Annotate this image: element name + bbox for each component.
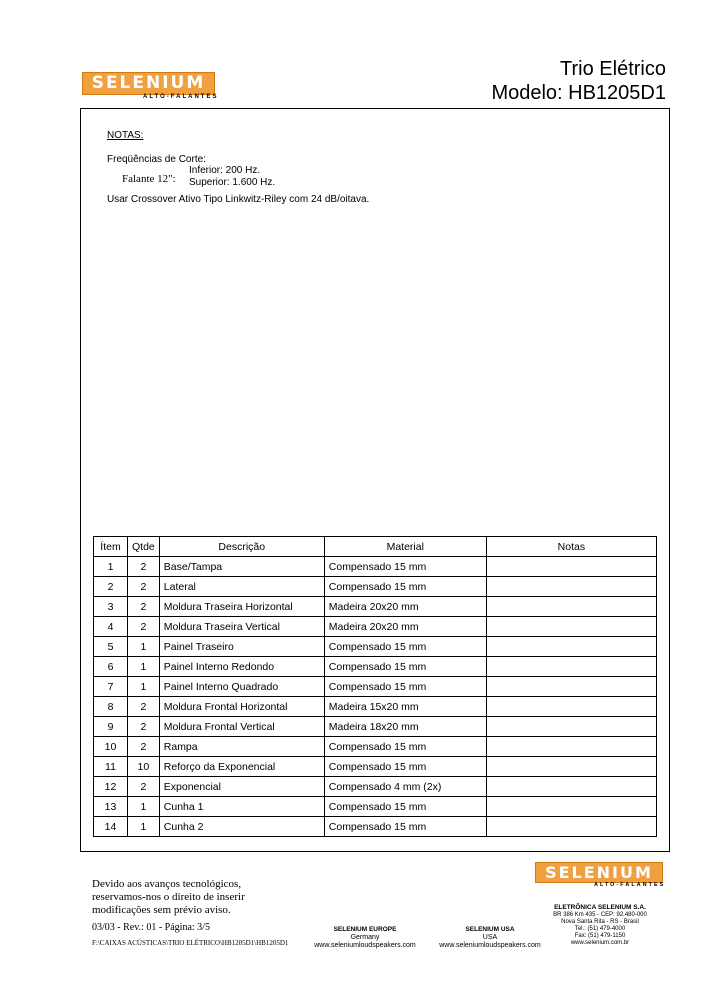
cutoff-superior: Superior: 1.600 Hz. [189, 177, 276, 188]
file-path: F:\CAIXAS ACÚSTICAS\TRIO ELÉTRICO\HB1205D1\HB1205D1 [92, 939, 289, 947]
notes-cell [486, 757, 656, 777]
table-row [94, 777, 657, 797]
notes-cell [486, 817, 656, 837]
frequency-label: Freqüências de Corte: [107, 154, 206, 165]
notes-heading: NOTAS: [107, 130, 144, 141]
notes-cell [486, 657, 656, 677]
table-row [94, 617, 657, 637]
company-address-1: BR 386 Km 435 - CEP: 92.480-000 [553, 912, 647, 918]
item-cell: 7 [94, 677, 128, 697]
description-cell: Cunha 2 [159, 817, 324, 837]
notes-cell [486, 577, 656, 597]
notes-cell [486, 697, 656, 717]
table-header-row [94, 537, 657, 557]
qty-cell: 2 [128, 597, 160, 617]
qty-cell: 2 [128, 577, 160, 597]
item-cell: 10 [94, 737, 128, 757]
cutoff-inferior: Inferior: 200 Hz. [189, 165, 261, 176]
table-row [94, 717, 657, 737]
notes-cell [486, 637, 656, 657]
logo-subtitle: ALTO-FALANTES [143, 94, 219, 100]
footer-logo-word: SELENIUM [545, 863, 653, 882]
col-item: Ítem [94, 537, 128, 557]
notes-cell [486, 617, 656, 637]
title-line-1: Trio Elétrico [560, 58, 666, 80]
disclaimer [92, 878, 245, 917]
item-cell: 14 [94, 817, 128, 837]
notes-cell [486, 597, 656, 617]
description-cell: Painel Traseiro [159, 637, 324, 657]
qty-cell: 2 [128, 737, 160, 757]
selenium-europe [295, 926, 435, 950]
col-description: Descrição [159, 537, 324, 557]
table-row [94, 637, 657, 657]
material-cell: Madeira 18x20 mm [324, 717, 486, 737]
qty-cell: 2 [128, 777, 160, 797]
description-cell: Base/Tampa [159, 557, 324, 577]
title-line-2: Modelo: HB1205D1 [491, 82, 666, 104]
table-row [94, 697, 657, 717]
item-cell: 12 [94, 777, 128, 797]
material-cell: Compensado 15 mm [324, 577, 486, 597]
europe-name: SELENIUM EUROPE [333, 926, 397, 933]
item-cell: 5 [94, 637, 128, 657]
description-cell: Rampa [159, 737, 324, 757]
item-cell: 8 [94, 697, 128, 717]
col-notes: Notas [486, 537, 656, 557]
description-cell: Moldura Traseira Horizontal [159, 597, 324, 617]
material-cell: Compensado 15 mm [324, 557, 486, 577]
description-cell: Cunha 1 [159, 797, 324, 817]
description-cell: Painel Interno Redondo [159, 657, 324, 677]
table-row [94, 737, 657, 757]
speaker-label: Falante 12": [122, 173, 176, 185]
material-cell: Compensado 15 mm [324, 657, 486, 677]
qty-cell: 2 [128, 617, 160, 637]
description-cell: Reforço da Exponencial [159, 757, 324, 777]
disclaimer-line-3: modificações sem prévio aviso. [92, 904, 231, 916]
revision-info: 03/03 - Rev.: 01 - Página: 3/5 [92, 922, 210, 933]
qty-cell: 10 [128, 757, 160, 777]
company-info [528, 904, 672, 947]
item-cell: 13 [94, 797, 128, 817]
material-cell: Compensado 15 mm [324, 677, 486, 697]
qty-cell: 1 [128, 657, 160, 677]
document-title [491, 57, 666, 105]
material-cell: Compensado 4 mm (2x) [324, 777, 486, 797]
item-cell: 9 [94, 717, 128, 737]
notes-cell [486, 737, 656, 757]
qty-cell: 2 [128, 557, 160, 577]
notes-cell [486, 777, 656, 797]
usa-site[interactable]: www.seleniumloudspeakers.com [439, 942, 541, 949]
notes-cell [486, 797, 656, 817]
description-cell: Moldura Frontal Horizontal [159, 697, 324, 717]
description-cell: Moldura Frontal Vertical [159, 717, 324, 737]
qty-cell: 1 [128, 817, 160, 837]
qty-cell: 1 [128, 677, 160, 697]
qty-cell: 2 [128, 717, 160, 737]
table-row [94, 657, 657, 677]
table-row [94, 677, 657, 697]
parts-table [93, 536, 657, 837]
europe-country: Germany [350, 934, 380, 941]
company-fax: Fax: (51) 479-1150 [574, 933, 626, 939]
material-cell: Compensado 15 mm [324, 817, 486, 837]
qty-cell: 2 [128, 697, 160, 717]
usa-country: USA [482, 934, 498, 941]
description-cell: Painel Interno Quadrado [159, 677, 324, 697]
material-cell: Madeira 15x20 mm [324, 697, 486, 717]
table-row [94, 597, 657, 617]
company-tel: Tel.: (51) 479-4000 [574, 926, 626, 932]
table-row [94, 797, 657, 817]
notes-section [107, 129, 369, 207]
logo-word: SELENIUM [91, 73, 206, 93]
description-cell: Exponencial [159, 777, 324, 797]
description-cell: Lateral [159, 577, 324, 597]
item-cell: 4 [94, 617, 128, 637]
company-name: ELETRÔNICA SELENIUM S.A. [554, 904, 646, 911]
material-cell: Madeira 20x20 mm [324, 617, 486, 637]
table-row [94, 757, 657, 777]
material-cell: Compensado 15 mm [324, 737, 486, 757]
usa-name: SELENIUM USA [465, 926, 515, 933]
notes-cell [486, 557, 656, 577]
qty-cell: 1 [128, 797, 160, 817]
table-row [94, 577, 657, 597]
material-cell: Compensado 15 mm [324, 797, 486, 817]
selenium-logo [82, 72, 215, 95]
material-cell: Compensado 15 mm [324, 637, 486, 657]
item-cell: 1 [94, 557, 128, 577]
company-site[interactable]: www.selenium.com.br [570, 940, 630, 946]
notes-cell [486, 717, 656, 737]
cutoff-values [189, 165, 275, 189]
item-cell: 11 [94, 757, 128, 777]
qty-cell: 1 [128, 637, 160, 657]
col-material: Material [324, 537, 486, 557]
notes-cell [486, 677, 656, 697]
footer-selenium-logo [535, 862, 663, 883]
table-row [94, 557, 657, 577]
material-cell: Compensado 15 mm [324, 757, 486, 777]
footer-logo-subtitle: ALTO-FALANTES [594, 882, 666, 888]
item-cell: 6 [94, 657, 128, 677]
company-address-2: Nova Santa Rita - RS - Brasil [561, 919, 639, 925]
europe-site[interactable]: www.seleniumloudspeakers.com [314, 942, 416, 949]
description-cell: Moldura Traseira Vertical [159, 617, 324, 637]
disclaimer-line-1: Devido aos avanços tecnológicos, [92, 878, 242, 890]
item-cell: 2 [94, 577, 128, 597]
disclaimer-line-2: reservamos-nos o direito de inserir [92, 891, 245, 903]
item-cell: 3 [94, 597, 128, 617]
crossover-note: Usar Crossover Ativo Tipo Linkwitz-Riley com 24 dB/oitava. [107, 194, 370, 205]
col-qty: Qtde [128, 537, 160, 557]
table-row [94, 817, 657, 837]
material-cell: Madeira 20x20 mm [324, 597, 486, 617]
speaker-cutoffs [107, 167, 369, 193]
